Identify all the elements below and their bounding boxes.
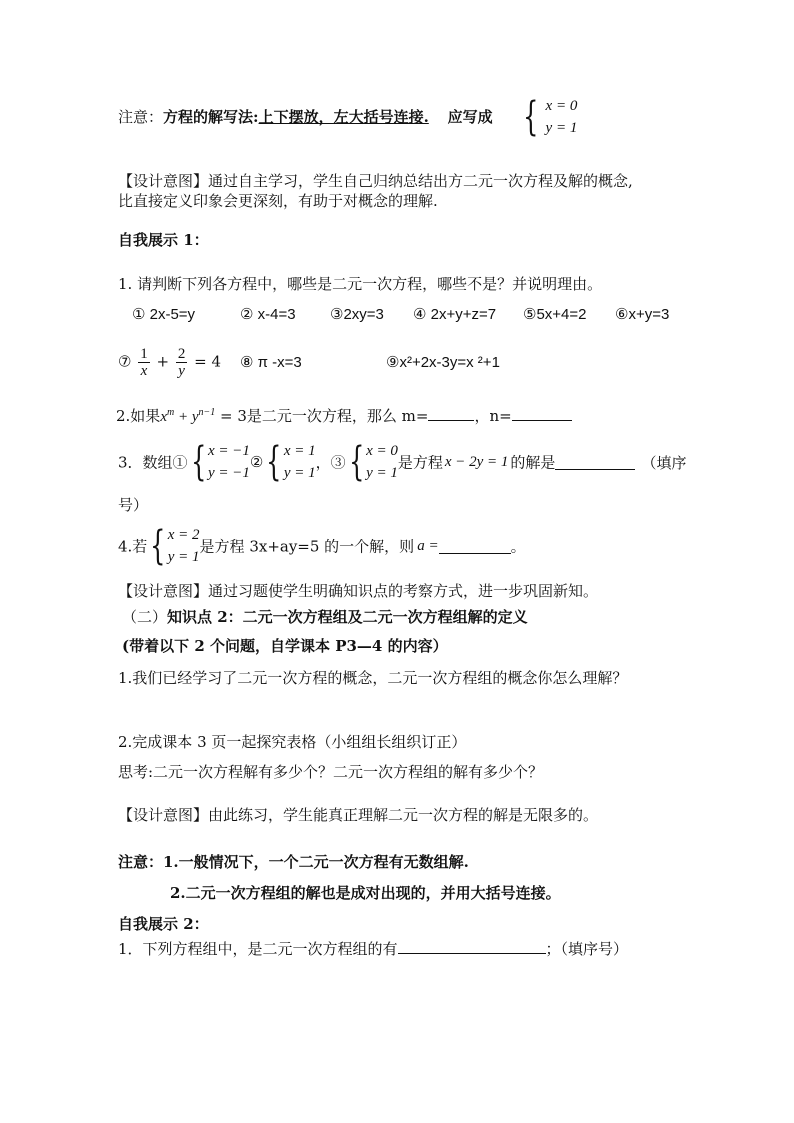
intent-text: 由此练习，学生能真正理解二元一次方程的解是无限多的。	[208, 806, 599, 824]
kp2-heading	[122, 606, 528, 628]
options-row-2	[118, 346, 221, 379]
note-solution-format	[118, 106, 493, 128]
sys-line: x = 0	[366, 443, 398, 459]
kp-title: 知识点 2：二元一次方程组及二元一次方程组解的定义	[167, 608, 528, 626]
note-prefix: 注意：	[118, 108, 164, 126]
kp2-think: 思考:二元一次方程解有多少个？二元一次方程组的解有多少个？	[118, 763, 544, 781]
sys-line: x = 1	[283, 443, 316, 459]
intent-text: 比直接定义印象会更深刻，有助于对概念的理解.	[118, 192, 438, 210]
option: ⑨x²+2x-3y=x ²+1	[386, 354, 500, 371]
note-bold: 方程的解写法:	[163, 108, 259, 126]
option: ⑤5x+4=2	[523, 306, 587, 323]
operator: = 4	[194, 352, 222, 371]
sys-line: y = −1	[208, 465, 250, 481]
option: ③2xy=3	[330, 306, 384, 323]
answer-blank[interactable]	[398, 939, 546, 954]
options-row-1	[132, 304, 195, 326]
q-text: ，n=	[474, 407, 512, 425]
fraction-den: y	[178, 363, 185, 379]
note-system	[520, 95, 577, 139]
q-text: （填序	[641, 453, 687, 472]
q-text: ，③	[315, 453, 346, 472]
q-text: 。	[510, 537, 526, 556]
option-label: ⑦	[118, 352, 132, 371]
note-system-lines	[546, 95, 578, 139]
intent-tag: 【设计意图】	[118, 582, 209, 600]
option: ⑥x+y=3	[615, 306, 670, 323]
sys-line: x = 2	[167, 527, 200, 543]
fraction	[138, 346, 150, 379]
q-text: 1．下列方程组中，是二元一次方程组的有	[118, 940, 398, 958]
question-3-wrap: 号）	[118, 496, 149, 514]
math: = 3	[215, 407, 247, 425]
q-text: ②	[249, 453, 264, 471]
design-intent-1-cont	[118, 190, 438, 212]
option: ① 2x-5=y	[132, 306, 196, 323]
note2-line-2: 2.二元一次方程组的解也是成对出现的，并用大括号连接。	[170, 884, 561, 902]
q-text: 是二元一次方程，那么 m=	[246, 407, 429, 425]
system	[168, 524, 200, 568]
kp2-question-2: 2.完成课本 3 页一起探究表格（小组组长组织订正）	[118, 733, 467, 751]
design-intent-3	[118, 804, 598, 826]
option: ④ 2x+y+z=7	[413, 306, 497, 323]
question-3	[118, 440, 686, 484]
math: a =	[417, 537, 439, 554]
kp-prefix: （二）	[122, 608, 168, 626]
math-sup: m	[166, 407, 175, 418]
intent-text: 通过习题使学生明确知识点的考察方式，进一步巩固新知。	[208, 582, 599, 600]
note2-line-1: 注意：1.一般情况下，一个二元一次方程有无数组解.	[118, 853, 469, 871]
q-text: 是方程 3x+ay=5 的一个解，则	[199, 537, 415, 556]
sys-line: y = 1	[167, 549, 200, 565]
left-brace-icon: {	[190, 439, 206, 485]
kp2-question-1: 1.我们已经学习了二元一次方程的概念，二元一次方程组的概念你怎么理解？	[118, 669, 628, 687]
math: x	[160, 409, 167, 425]
option: ⑧ π -x=3	[240, 354, 302, 371]
math-sup: n−1	[198, 407, 216, 418]
q-text: ；（填序号）	[545, 940, 629, 958]
q-text: 3．数组①	[118, 453, 188, 472]
q-text: 是方程	[397, 453, 443, 472]
design-intent-1	[118, 170, 633, 192]
system	[284, 440, 316, 484]
system	[366, 440, 398, 484]
sys-line: x = 0	[545, 98, 578, 114]
fraction-num: 2	[177, 346, 186, 362]
section-title-show2: 自我展示 2：	[118, 915, 209, 933]
kp2-guide: (带着以下 2 个问题，自学课本 P3—4 的内容）	[122, 637, 448, 655]
math: + y	[174, 409, 199, 425]
left-brace-icon: {	[523, 94, 539, 140]
intent-tag: 【设计意图】	[118, 172, 209, 190]
answer-blank[interactable]	[512, 406, 572, 421]
design-intent-2	[118, 580, 598, 602]
sys-line: y = 1	[283, 465, 316, 481]
system	[208, 440, 250, 484]
q-text: 的解是	[510, 453, 556, 472]
q-text: 4.若	[118, 537, 148, 556]
operator: +	[156, 352, 170, 371]
intent-text: 通过自主学习，学生自己归纳总结出方二元一次方程及解的概念,	[208, 172, 633, 190]
math: x − 2y = 1	[444, 453, 509, 470]
section-title-show1: 自我展示 1：	[118, 231, 209, 249]
option: ② x-4=3	[240, 306, 296, 323]
fraction-den: x	[140, 363, 148, 379]
left-brace-icon: {	[266, 439, 282, 485]
left-brace-icon: {	[348, 439, 364, 485]
sys-line: y = 1	[545, 120, 578, 136]
note-tail: 应写成	[447, 108, 493, 126]
intent-tag: 【设计意图】	[118, 806, 209, 824]
question-4	[118, 524, 526, 568]
question-2	[116, 402, 572, 428]
sys-line: y = 1	[366, 465, 398, 481]
show2-question-1	[118, 938, 628, 960]
sys-line: x = −1	[208, 443, 250, 459]
answer-blank[interactable]	[428, 406, 474, 421]
answer-blank[interactable]	[439, 539, 511, 554]
q-text: 2.如果	[116, 407, 161, 425]
note-underlined: 上下摆放，左大括号连接.	[258, 108, 429, 126]
fraction-num: 1	[140, 346, 148, 362]
question-1: 1. 请判断下列各方程中，哪些是二元一次方程，哪些不是？并说明理由。	[118, 275, 603, 293]
fraction	[176, 346, 188, 379]
left-brace-icon: {	[150, 523, 166, 569]
answer-blank[interactable]	[555, 455, 635, 470]
